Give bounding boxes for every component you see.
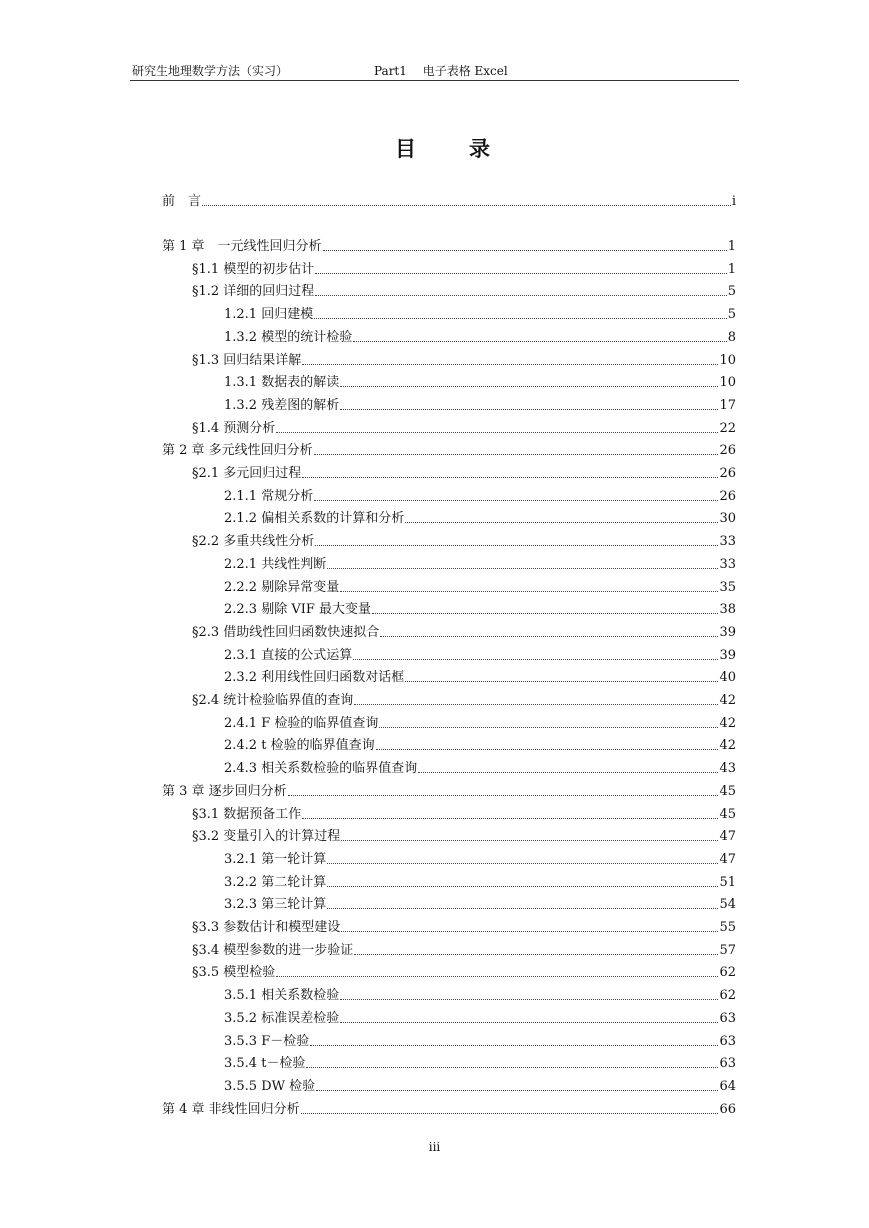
toc-entry-page: 45	[719, 806, 736, 822]
toc-entry-page: 5	[727, 284, 736, 300]
toc-entry-label: 3.2.2 第二轮计算	[224, 874, 327, 890]
header-center-text: Part1 电子表格 Excel	[374, 64, 508, 78]
toc-entry-page: 51	[719, 874, 736, 890]
toc-entry-page: 42	[719, 715, 736, 731]
toc-entry[interactable]	[162, 258, 736, 278]
toc-leader-dots	[301, 1112, 719, 1114]
toc-entry[interactable]	[162, 507, 736, 527]
toc-entry-page: 1	[727, 261, 736, 277]
toc-leader-dots	[340, 998, 718, 1000]
toc-entry-page: 38	[719, 602, 736, 618]
toc-entry-page: 66	[719, 1101, 736, 1117]
toc-leader-dots	[306, 1066, 718, 1068]
toc-entry-page: 39	[719, 647, 736, 663]
toc-entry-label: 第 3 章 逐步回归分析	[162, 783, 287, 799]
toc-leader-dots	[314, 317, 727, 319]
toc-entry-label: 2.2.2 剔除异常变量	[224, 579, 340, 595]
toc-entry-label: §3.1 数据预备工作	[192, 806, 302, 822]
toc-leader-dots	[380, 635, 718, 637]
toc-entry-label: 2.4.1 F 检验的临界值查询	[224, 715, 379, 731]
toc-entry[interactable]	[162, 712, 736, 732]
toc-entry[interactable]	[162, 757, 736, 777]
toc-entry[interactable]	[162, 780, 736, 800]
toc-entry-page: 42	[719, 738, 736, 754]
toc-entry[interactable]	[162, 326, 736, 346]
toc-entry-page: 8	[727, 329, 736, 345]
toc-entry-label: 2.2.3 剔除 VIF 最大变量	[224, 602, 372, 618]
toc-entry[interactable]	[162, 303, 736, 323]
toc-entry[interactable]	[162, 939, 736, 959]
page-number: iii	[428, 1140, 441, 1154]
toc-entry-page: 26	[719, 466, 736, 481]
toc-leader-dots	[302, 476, 718, 478]
toc-entry-page: 64	[719, 1078, 736, 1094]
toc-entry[interactable]	[162, 961, 736, 981]
toc-leader-dots	[405, 521, 718, 523]
toc-leader-dots	[310, 1044, 718, 1046]
toc-leader-dots	[353, 658, 718, 660]
toc-entry[interactable]	[162, 1098, 736, 1118]
toc-leader-dots	[354, 703, 718, 705]
toc-entry-label: §2.2 多重共线性分析	[192, 534, 315, 550]
toc-entry-label: 3.2.3 第三轮计算	[224, 897, 327, 913]
toc-entry-label: §2.1 多元回归过程	[192, 466, 302, 481]
toc-entry[interactable]	[162, 916, 736, 936]
toc-entry[interactable]	[162, 1030, 736, 1050]
toc-entry-label: 1.3.1 数据表的解读	[224, 375, 340, 391]
toc-entry-page: 57	[719, 942, 736, 958]
toc-leader-dots	[354, 953, 718, 955]
toc-leader-dots	[202, 204, 731, 206]
toc-entry-label: §1.2 详细的回归过程	[192, 284, 315, 300]
toc-entry-label: 1.3.2 残差图的解析	[224, 397, 340, 413]
toc-entry-label: 第 4 章 非线性回归分析	[162, 1101, 300, 1117]
toc-entry-page: 63	[719, 1033, 736, 1049]
toc-entry-label: §1.3 回归结果详解	[192, 352, 302, 368]
toc-entry-page: 54	[719, 897, 736, 913]
toc-entry-page: 62	[719, 988, 736, 1004]
toc-entry[interactable]	[162, 349, 736, 369]
toc-entry[interactable]	[162, 644, 736, 664]
toc-entry-label: 1.3.2 模型的统计检验	[224, 329, 353, 345]
toc-entry-label: 1.2.1 回归建模	[224, 307, 314, 323]
toc-leader-dots	[340, 590, 718, 592]
toc-entry-page: 1	[727, 239, 736, 254]
toc-entry[interactable]	[162, 530, 736, 550]
toc-entry-page: 55	[719, 920, 736, 935]
header-left-text: 研究生地理数学方法（实习）	[132, 64, 289, 78]
toc-leader-dots	[341, 930, 718, 932]
toc-entry[interactable]	[162, 734, 736, 754]
toc-entry[interactable]	[162, 848, 736, 868]
toc-entry[interactable]	[162, 598, 736, 618]
toc-entry[interactable]	[162, 666, 736, 686]
toc-entry-page: 35	[719, 579, 736, 595]
toc-entry-label: 2.1.2 偏相关系数的计算和分析	[224, 511, 405, 527]
toc-entry-label: 2.2.1 共线性判断	[224, 556, 327, 572]
toc-entry[interactable]	[162, 462, 736, 482]
toc-entry[interactable]	[162, 825, 736, 845]
toc-entry-label: 第 1 章 一元线性回归分析	[162, 239, 322, 254]
toc-entry-page: 22	[719, 420, 736, 436]
toc-entry-page: 33	[719, 534, 736, 550]
toc-entry-page: 5	[727, 307, 736, 323]
toc-leader-dots	[340, 385, 718, 387]
toc-entry-page: 47	[719, 829, 736, 845]
toc-entry-page: 45	[719, 783, 736, 799]
toc-entry-page: 43	[719, 761, 736, 777]
toc-entry[interactable]	[162, 871, 736, 891]
toc-entry[interactable]	[162, 689, 736, 709]
toc-entry[interactable]	[162, 1052, 736, 1072]
toc-entry-label: 3.5.2 标准误差检验	[224, 1010, 340, 1026]
toc-entry-page: 63	[719, 1056, 736, 1072]
toc-entry-page: 42	[719, 693, 736, 708]
toc-entry-label: §1.1 模型的初步估计	[192, 261, 315, 277]
toc-leader-dots	[379, 726, 718, 728]
toc-entry[interactable]	[162, 439, 736, 459]
toc-leader-dots	[315, 272, 726, 274]
toc-entry-page: 17	[719, 397, 736, 413]
toc-leader-dots	[340, 1021, 718, 1023]
toc-entry[interactable]	[162, 576, 736, 596]
toc-entry-page: 40	[719, 670, 736, 686]
toc-leader-dots	[302, 817, 718, 819]
toc-entry-label: §3.4 模型参数的进一步验证	[192, 942, 354, 958]
toc-entry-page: 26	[719, 488, 736, 504]
toc-entry-label: §2.3 借助线性回归函数快速拟合	[192, 624, 380, 640]
toc-entry-page: 47	[719, 851, 736, 867]
toc-entry-label: 2.3.2 利用线性回归函数对话框	[224, 670, 405, 686]
toc-leader-dots	[372, 612, 718, 614]
toc-entry[interactable]	[162, 1075, 736, 1095]
toc-entry-page: 33	[719, 556, 736, 572]
toc-leader-dots	[341, 839, 718, 841]
toc-entry[interactable]	[162, 893, 736, 913]
toc-leader-dots	[276, 431, 718, 433]
toc-leader-dots	[327, 567, 718, 569]
toc-entry[interactable]	[162, 984, 736, 1004]
toc-entry-page: 10	[719, 352, 736, 368]
toc-leader-dots	[418, 771, 718, 773]
toc-entry[interactable]	[162, 190, 736, 210]
toc-entry[interactable]	[162, 553, 736, 573]
toc-entry-page: 39	[719, 624, 736, 640]
toc-leader-dots	[327, 885, 718, 887]
toc-leader-dots	[314, 453, 719, 455]
toc-entry[interactable]	[162, 1007, 736, 1027]
toc-leader-dots	[323, 249, 727, 251]
toc-entry[interactable]	[162, 485, 736, 505]
toc-entry-label: 3.2.1 第一轮计算	[224, 851, 327, 867]
toc-entry-label: 2.1.1 常规分析	[224, 488, 314, 504]
toc-leader-dots	[327, 907, 718, 909]
toc-leader-dots	[405, 680, 718, 682]
toc-entry[interactable]	[162, 417, 736, 437]
toc-entry[interactable]	[162, 371, 736, 391]
toc-entry[interactable]	[162, 803, 736, 823]
toc-entry[interactable]	[162, 280, 736, 300]
toc-entry-label: 第 2 章 多元线性回归分析	[162, 443, 313, 459]
toc-entry-label: 前 言	[162, 194, 202, 209]
toc-leader-dots	[340, 408, 718, 410]
toc-leader-dots	[276, 975, 718, 977]
toc-entry[interactable]	[162, 621, 736, 641]
toc-entry-page: 26	[719, 443, 736, 459]
toc-entry-label: 3.5.3 F－检验	[224, 1033, 310, 1049]
toc-entry-label: 2.3.1 直接的公式运算	[224, 647, 353, 663]
toc-entry-label: §2.4 统计检验临界值的查询	[192, 693, 354, 708]
toc-leader-dots	[316, 1089, 718, 1091]
toc-entry-label: §3.2 变量引入的计算过程	[192, 829, 341, 845]
toc-entry-page: 62	[719, 965, 736, 981]
toc-leader-dots	[288, 794, 719, 796]
page-header	[130, 62, 739, 81]
toc-entry-page: 30	[719, 511, 736, 527]
toc-leader-dots	[315, 294, 726, 296]
toc-entry-label: 3.5.1 相关系数检验	[224, 988, 340, 1004]
toc-entry[interactable]	[162, 394, 736, 414]
toc-leader-dots	[315, 544, 718, 546]
toc-entry-label: §1.4 预测分析	[192, 420, 276, 436]
toc-entry-label: 3.5.4 t－检验	[224, 1056, 306, 1072]
toc-entry[interactable]	[162, 235, 736, 255]
toc-leader-dots	[302, 363, 718, 365]
toc-entry-label: 3.5.5 DW 检验	[224, 1078, 316, 1094]
toc-entry-page: 10	[719, 375, 736, 391]
toc-entry-label: §3.5 模型检验	[192, 965, 276, 981]
toc-leader-dots	[327, 862, 718, 864]
toc-entry-page: i	[731, 194, 736, 209]
toc-leader-dots	[314, 499, 718, 501]
toc-entry-label: 2.4.2 t 检验的临界值查询	[224, 738, 375, 754]
toc-entry-page: 63	[719, 1010, 736, 1026]
toc-leader-dots	[376, 748, 719, 750]
page-title: 目 录	[395, 136, 506, 161]
toc-entry-label: 2.4.3 相关系数检验的临界值查询	[224, 761, 418, 777]
toc-leader-dots	[353, 340, 727, 342]
toc-entry-label: §3.3 参数估计和模型建设	[192, 920, 341, 935]
